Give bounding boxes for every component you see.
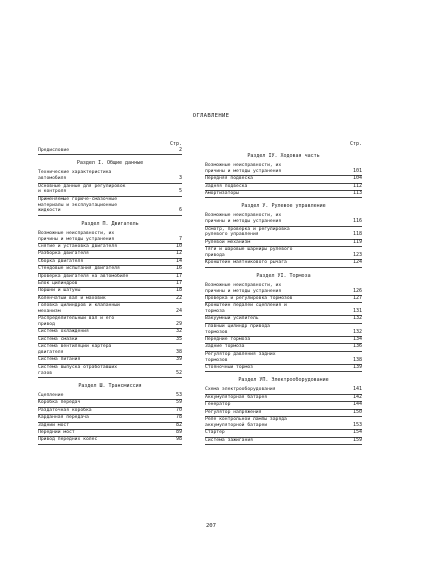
toc-entry xyxy=(205,430,362,437)
section-entries xyxy=(38,393,182,445)
entry-title: Стояночный тормоз xyxy=(205,365,253,371)
entry-page: 39 xyxy=(175,356,182,363)
entry-title: Система питания xyxy=(38,357,81,363)
toc-entry xyxy=(38,303,182,316)
entry-title: Передняя подвеска xyxy=(205,176,253,182)
page-column-header: Стр. xyxy=(169,141,182,147)
entry-title: Стендовые испытания двигателя xyxy=(38,266,120,272)
toc-entry xyxy=(205,184,362,191)
entry-page: 138 xyxy=(352,356,362,363)
entry-title: Технические характеристика автомобиля xyxy=(38,170,112,182)
toc-entry xyxy=(38,184,182,197)
toc-entry xyxy=(38,329,182,336)
entry-title: Разборка двигателя xyxy=(38,251,89,257)
toc-entry xyxy=(205,402,362,409)
toc-entry xyxy=(38,288,182,295)
entry-page: 35 xyxy=(175,335,182,342)
entry-title: Раздаточная коробка xyxy=(38,407,92,413)
entry-page: 141 xyxy=(352,386,362,393)
entry-title: Возможные неисправности, их причины и методы устранения xyxy=(205,282,282,294)
toc-entry xyxy=(38,231,182,244)
entry-page: 82 xyxy=(175,421,182,428)
section-entries xyxy=(205,387,362,445)
entry-title: Сцепление xyxy=(38,392,64,398)
entry-title: Аккумуляторная батарея xyxy=(205,394,268,400)
entry-page: 101 xyxy=(352,167,362,174)
section-heading: Раздел I. Общие данные xyxy=(76,160,144,167)
entry-page: 16 xyxy=(175,265,182,272)
entry-page: 53 xyxy=(175,391,182,398)
toc-entry xyxy=(205,344,362,351)
entry-title: Система смазки xyxy=(38,336,78,342)
entry-page: 32 xyxy=(175,328,182,335)
entry-title: Система выпуска отработавших газов xyxy=(38,364,118,376)
entry-page: 131 xyxy=(352,308,362,315)
entry-page: 132 xyxy=(352,328,362,335)
entry-page: 7 xyxy=(178,235,182,242)
entry-page: 139 xyxy=(352,364,362,371)
toc-entry xyxy=(205,410,362,417)
entry-title: Главный цилиндр привода тормозов xyxy=(205,323,270,335)
section-heading: Раздел IУ. Ходовая часть xyxy=(247,153,320,159)
entry-title: Система охлаждения xyxy=(38,329,89,335)
entry-page: 78 xyxy=(175,414,182,421)
toc-entry xyxy=(205,438,362,445)
entry-title: Поршни и шатуны xyxy=(38,288,81,294)
toc-entry xyxy=(38,274,182,281)
toc-entry xyxy=(38,148,182,155)
entry-page: 104 xyxy=(352,175,362,182)
toc-entry xyxy=(205,324,362,337)
entry-title: Сборка двигателя xyxy=(38,258,84,264)
entry-title: Стартер xyxy=(205,430,225,436)
entry-title: Генератор xyxy=(205,402,231,408)
entry-title: Предисловие xyxy=(38,148,70,153)
entry-page: 124 xyxy=(352,259,362,266)
page-number: 207 xyxy=(205,523,217,529)
entry-page: 153 xyxy=(352,421,362,428)
entry-title: Задний мост xyxy=(38,422,70,428)
toc-entry xyxy=(205,163,362,176)
toc-entry xyxy=(38,259,182,266)
entry-title: Основные данные для регулировок и контроля xyxy=(38,183,126,195)
entry-page: 5 xyxy=(178,188,182,195)
toc-entry xyxy=(38,400,182,407)
entry-title: Карданная передача xyxy=(38,415,89,421)
entry-title: Проверка и регулировка тормозов xyxy=(205,295,293,301)
entry-page: 150 xyxy=(352,408,362,415)
entry-title: Коленчатый вал и маховик xyxy=(38,295,106,301)
toc-entry xyxy=(38,415,182,422)
section-entries xyxy=(205,213,362,267)
page-title: ОГЛАВЛЕНИЕ xyxy=(192,113,230,119)
entry-page: 132 xyxy=(352,315,362,322)
section-entries xyxy=(205,163,362,198)
entry-title: Рулевой механизм xyxy=(205,239,251,245)
toc-entry xyxy=(205,387,362,394)
entry-page: 2 xyxy=(178,147,182,153)
entry-title: Схема электрооборудования xyxy=(205,387,276,393)
entry-page: 3 xyxy=(178,175,182,182)
entry-title: Возможные неисправности, их причины и методы устранения xyxy=(38,230,115,242)
section-heading: Раздел УП. Электрооборудование xyxy=(238,377,329,384)
entry-title: Вакуумный усилитель xyxy=(205,316,259,322)
section-entries xyxy=(38,170,182,215)
entry-page: 126 xyxy=(352,287,362,294)
entry-title: Система зажигания xyxy=(205,437,253,443)
page-column-header: Стр. xyxy=(349,141,362,147)
toc-entry xyxy=(38,344,182,357)
entry-title: Снятие и установка двигателя xyxy=(38,243,118,249)
entry-page: 12 xyxy=(175,250,182,257)
right-column xyxy=(205,140,362,445)
section-heading: Раздел УI. Тормоза xyxy=(256,272,311,279)
entry-page: 52 xyxy=(175,369,182,376)
entry-page: 159 xyxy=(352,436,362,443)
toc-entry xyxy=(205,260,362,267)
entry-page: 17 xyxy=(175,272,182,279)
entry-page: 127 xyxy=(352,294,362,301)
entry-page: 89 xyxy=(175,428,182,435)
toc-entry xyxy=(38,316,182,329)
entry-title: Реле контрольной лампы заряда аккумуляторной батареи xyxy=(205,416,287,428)
entry-page: 154 xyxy=(352,429,362,436)
toc-entry xyxy=(205,283,362,296)
entry-page: 118 xyxy=(352,231,362,238)
entry-title: Возможные неисправности, их причины и методы устранения xyxy=(205,213,282,225)
entry-title: Проверка двигателя на автомобиле xyxy=(38,273,129,279)
entry-title: Коробка передач xyxy=(38,400,81,406)
toc-entry xyxy=(38,437,182,444)
entry-title: Кронштейн педалей сцепления и тормоза xyxy=(205,303,287,315)
entry-page: 24 xyxy=(175,307,182,314)
entry-title: Применяемые горюче-смазочные материалы и эксплуатационные жидкости xyxy=(38,196,118,214)
toc-entry xyxy=(205,176,362,183)
section-heading: Раздел У. Рулевое управление xyxy=(241,203,326,210)
entry-page: 17 xyxy=(175,279,182,286)
section-heading: Раздел Ш. Трансмиссия xyxy=(78,382,142,389)
toc-entry xyxy=(38,266,182,273)
entry-page: 14 xyxy=(175,257,182,264)
entry-title: Регулятор напряжения xyxy=(205,409,262,415)
entry-page: 116 xyxy=(352,218,362,225)
entry-title: Осмотр, проверка и регулировка рулевого управления xyxy=(205,226,290,238)
entry-title: Система вентиляции картера двигателя xyxy=(38,344,112,356)
toc-entry xyxy=(38,296,182,303)
entry-title: Задняя подвеска xyxy=(205,183,248,189)
entry-title: Передний мост xyxy=(38,429,75,435)
toc-entry xyxy=(38,365,182,378)
entry-page: 142 xyxy=(352,393,362,400)
section-heading: Раздел П. Двигатель xyxy=(81,220,139,227)
entry-page: 98 xyxy=(175,436,182,443)
entry-page: 123 xyxy=(352,251,362,258)
entry-page: 10 xyxy=(175,242,182,249)
entry-page: 29 xyxy=(175,321,182,328)
entry-page: 6 xyxy=(178,207,182,214)
entry-page: 18 xyxy=(175,287,182,294)
entry-title: Кронштейн маятникового рычага xyxy=(205,260,287,266)
section-entries xyxy=(38,231,182,378)
toc-entry xyxy=(205,247,362,260)
entry-title: Амортизаторы xyxy=(205,190,239,196)
entry-page: 119 xyxy=(352,238,362,245)
toc-entry xyxy=(38,423,182,430)
entry-page: 136 xyxy=(352,343,362,350)
toc-entry xyxy=(38,251,182,258)
toc-entry xyxy=(205,191,362,198)
entry-title: Блок цилиндров xyxy=(38,280,78,286)
entry-page: 113 xyxy=(352,189,362,196)
entry-title: Передние тормоза xyxy=(205,337,251,343)
toc-entry xyxy=(205,365,362,372)
entry-page: 70 xyxy=(175,406,182,413)
toc-entry xyxy=(205,352,362,365)
entry-page: 59 xyxy=(175,399,182,406)
entry-title: Возможные неисправности, их причины и методы устранения xyxy=(205,163,282,174)
entry-title: Тяги и шаровые шарниры рулевого привода xyxy=(205,247,293,258)
entry-page: 112 xyxy=(352,182,362,189)
toc-entry xyxy=(38,197,182,216)
toc-entry xyxy=(205,227,362,240)
entry-title: Привод передних колес xyxy=(38,437,98,443)
entry-title: Распределительный вал и его привод xyxy=(38,316,115,328)
entry-title: Регулятор давления задних тормозов xyxy=(205,351,276,363)
toc-entry xyxy=(205,303,362,316)
entry-page: 144 xyxy=(352,401,362,408)
section-entries xyxy=(205,283,362,373)
entry-page: 22 xyxy=(175,294,182,301)
toc-entry xyxy=(38,170,182,183)
entry-page: 134 xyxy=(352,336,362,343)
entry-title: Задние тормоза xyxy=(205,344,245,350)
entry-title: Головка цилиндров и клапанный механизм xyxy=(38,303,120,314)
left-column xyxy=(38,140,182,445)
entry-page: 38 xyxy=(175,349,182,356)
toc-entry xyxy=(38,357,182,364)
toc-entry xyxy=(205,316,362,323)
toc-entry xyxy=(205,213,362,226)
toc-entry xyxy=(205,417,362,430)
